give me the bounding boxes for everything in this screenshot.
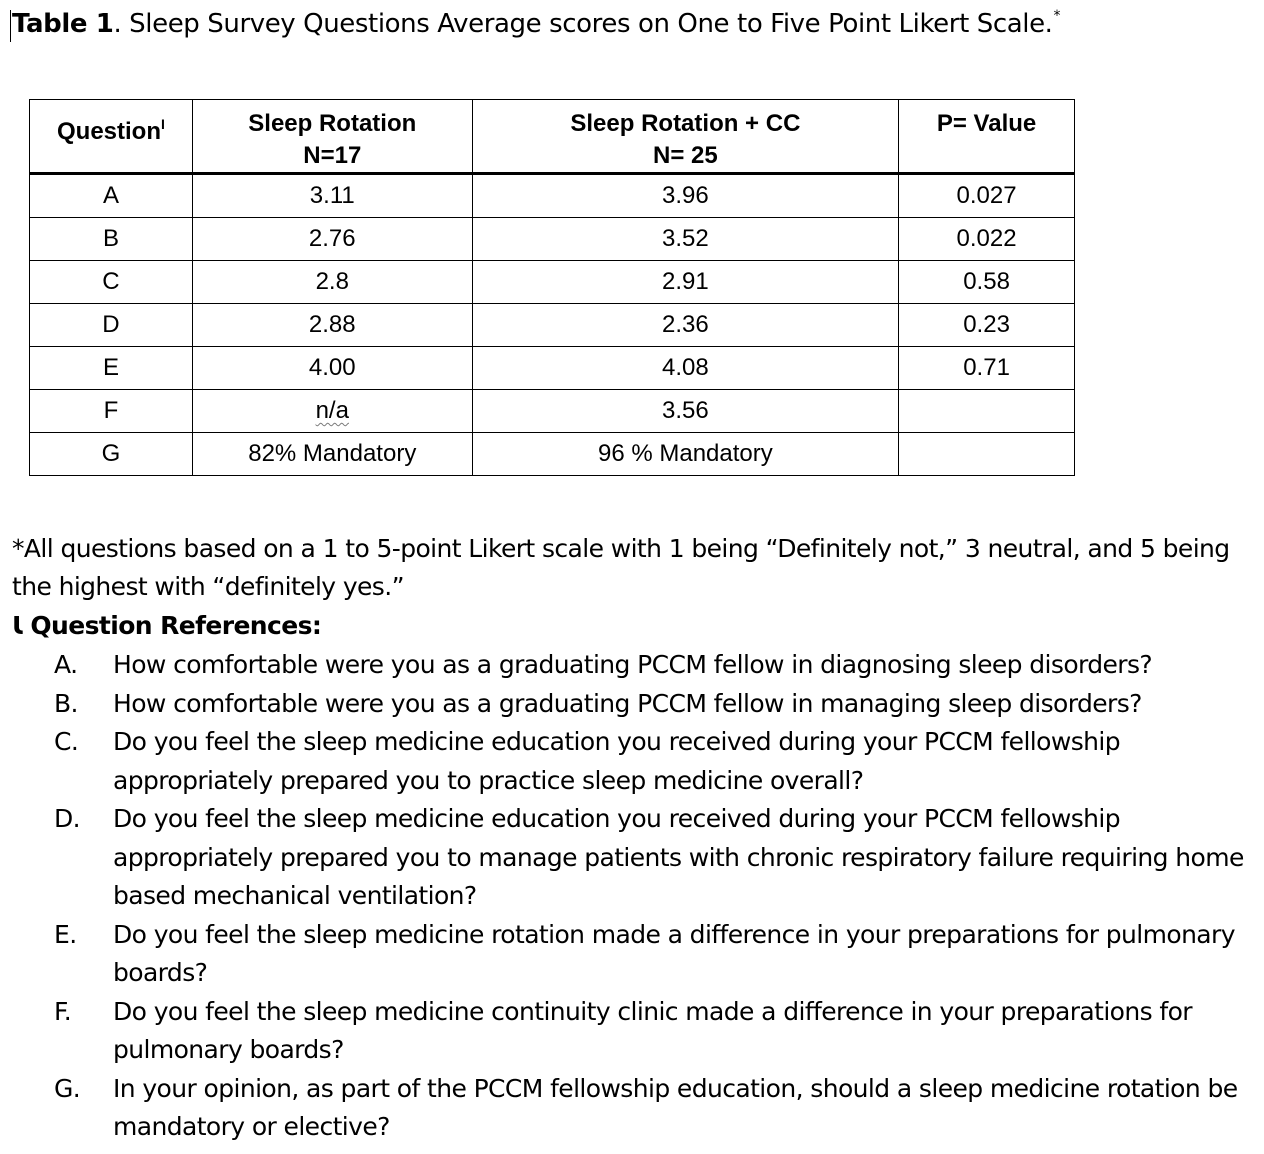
cell-p-value: 0.027: [899, 174, 1075, 218]
caption-label: Table 1: [12, 9, 114, 39]
cell-p-value: 0.23: [899, 304, 1075, 347]
cell-sleep-rotation: 2.76: [192, 218, 472, 261]
cell-sleep-rotation-cc: 2.36: [472, 304, 899, 347]
header-sleep-rotation-cc-label: Sleep Rotation + CC: [570, 110, 801, 137]
cell-p-value: 0.58: [899, 261, 1075, 304]
list-item-letter: B.: [54, 688, 78, 718]
header-question: [30, 100, 193, 174]
caption-marker: *: [1053, 8, 1061, 24]
spellcheck-underlined-text: n/a: [315, 397, 349, 424]
list-item: [12, 916, 1252, 993]
list-item-letter: F.: [54, 996, 72, 1026]
table-row: [30, 433, 1075, 476]
cell-sleep-rotation-cc: 2.91: [472, 261, 899, 304]
table-caption: [12, 8, 1060, 39]
list-item-text: In your opinion, as part of the PCCM fellowship education, should a sleep medicine rotation be mandatory or elective?: [113, 1073, 1238, 1141]
list-item-letter: E.: [54, 919, 77, 949]
survey-table: [29, 99, 1075, 476]
cell-sleep-rotation: 2.88: [192, 304, 472, 347]
cell-sleep-rotation: 3.11: [192, 174, 472, 218]
cell-p-value: [899, 390, 1075, 433]
list-item-text: Do you feel the sleep medicine rotation made a difference in your preparations for pulmonary boards?: [113, 919, 1235, 987]
table-header-row: [30, 100, 1075, 174]
cell-sleep-rotation-cc: 3.52: [472, 218, 899, 261]
list-item: [12, 646, 1252, 685]
references-heading: Ɩ Question References:: [12, 611, 322, 640]
likert-footnote: *All questions based on a 1 to 5-point Likert scale with 1 being “Definitely not,” 3 neutral, and 5 being the highest with “definitely yes.”: [12, 534, 1230, 601]
list-item-text: Do you feel the sleep medicine education you received during your PCCM fellowship appropriately prepared you to practice sleep medicine overall?: [113, 727, 1120, 795]
header-sleep-rotation: [192, 100, 472, 174]
cell-question: F: [30, 390, 193, 433]
cell-question: A: [30, 174, 193, 218]
header-p-value: [899, 100, 1075, 174]
table-row: [30, 347, 1075, 390]
header-sleep-rotation-cc: [472, 100, 899, 174]
table-row: [30, 218, 1075, 261]
header-sleep-rotation-cc-n: N= 25: [653, 142, 718, 169]
caption-text: . Sleep Survey Questions Average scores on One to Five Point Likert Scale.: [113, 9, 1053, 39]
header-question-label: Question: [57, 118, 162, 145]
cell-p-value: 0.71: [899, 347, 1075, 390]
cell-sleep-rotation-cc: 4.08: [472, 347, 899, 390]
text-cursor: [10, 10, 11, 42]
list-item-letter: A.: [54, 650, 78, 679]
list-item: [12, 723, 1252, 800]
list-item-text: How comfortable were you as a graduating PCCM fellow in managing sleep disorders?: [113, 688, 1142, 718]
cell-question: G: [30, 433, 193, 476]
list-item-text: Do you feel the sleep medicine education you received during your PCCM fellowship appropriately prepared you to manage patients with chronic respiratory failure requiring home based mechanical ventilation?: [113, 804, 1244, 910]
list-item: [12, 1070, 1252, 1147]
cell-sleep-rotation-cc: 96 % Mandatory: [472, 433, 899, 476]
table-row: [30, 390, 1075, 433]
list-item: [12, 800, 1252, 916]
list-item-letter: D.: [54, 804, 80, 833]
list-item-text: How comfortable were you as a graduating PCCM fellow in diagnosing sleep disorders?: [113, 650, 1153, 679]
table-row: [30, 261, 1075, 304]
header-sleep-rotation-label: Sleep Rotation: [248, 110, 417, 137]
list-item: [12, 685, 1252, 724]
table-notes: [12, 530, 1252, 1147]
cell-sleep-rotation: [192, 390, 472, 433]
cell-sleep-rotation-cc: 3.56: [472, 390, 899, 433]
cell-question: E: [30, 347, 193, 390]
cell-p-value: 0.022: [899, 218, 1075, 261]
cell-sleep-rotation-cc: 3.96: [472, 174, 899, 218]
cell-sleep-rotation: 4.00: [192, 347, 472, 390]
header-p-value-label: P= Value: [936, 110, 1037, 137]
cell-sleep-rotation: 2.8: [192, 261, 472, 304]
cell-sleep-rotation: 82% Mandatory: [192, 433, 472, 476]
list-item-letter: G.: [54, 1073, 81, 1103]
cell-question: C: [30, 261, 193, 304]
header-sleep-rotation-n: N=17: [303, 142, 362, 169]
cell-p-value: [899, 433, 1075, 476]
cell-question: B: [30, 218, 193, 261]
table-row: [30, 174, 1075, 218]
references-list: [12, 646, 1252, 1147]
list-item-letter: C.: [54, 727, 79, 756]
table-row: [30, 304, 1075, 347]
list-item-text: Do you feel the sleep medicine continuity clinic made a difference in your preparations for pulmonary boards?: [113, 996, 1192, 1064]
header-question-marker: Ɩ: [161, 116, 165, 132]
cell-question: D: [30, 304, 193, 347]
list-item: [12, 993, 1252, 1070]
